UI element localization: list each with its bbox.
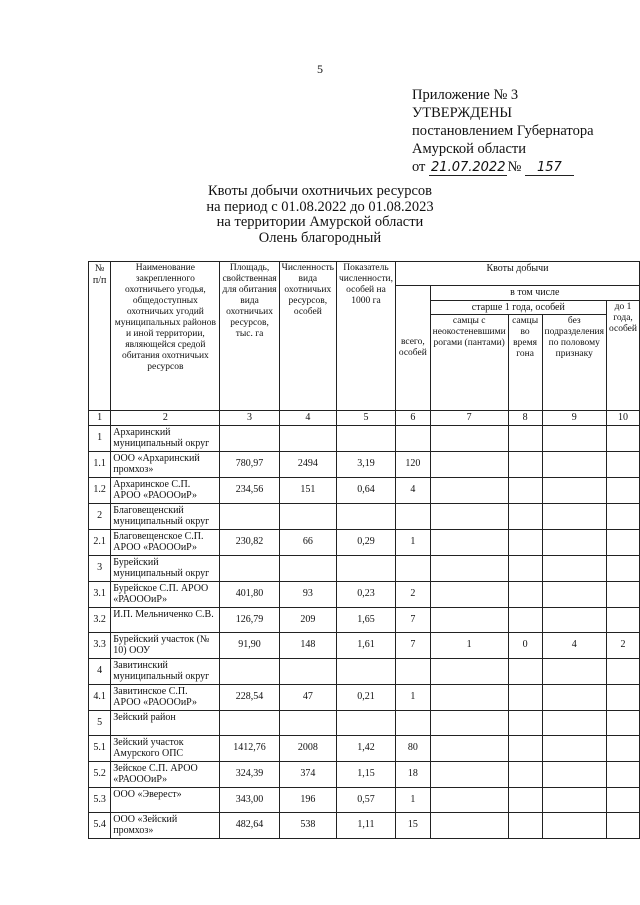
cell-name: Зейское С.П. АРОО «РАОООиР» (111, 761, 220, 787)
cell-count: 209 (279, 607, 336, 632)
cell-c10 (607, 555, 640, 581)
cell-n: 4.1 (89, 684, 111, 710)
cell-area (220, 658, 279, 684)
cell-c10 (607, 477, 640, 503)
cell-count: 47 (279, 684, 336, 710)
cell-n: 4 (89, 658, 111, 684)
title-line-2: на период с 01.08.2022 до 01.08.2023 (206, 198, 434, 215)
cell-c9 (542, 812, 606, 838)
cell-c8 (508, 425, 542, 451)
cell-c10 (607, 787, 640, 812)
cell-count: 196 (279, 787, 336, 812)
cell-total: 80 (395, 735, 430, 761)
region-label: Амурской области (412, 141, 526, 157)
header-under1: до 1 года, особей (607, 300, 640, 411)
approved-label: УТВЕРЖДЕНЫ (412, 105, 513, 121)
column-number: 7 (430, 411, 508, 426)
cell-c7 (430, 555, 508, 581)
table-row (89, 477, 640, 503)
quota-table (88, 261, 640, 839)
cell-total: 7 (395, 632, 430, 658)
cell-c10 (607, 581, 640, 607)
cell-c7 (430, 735, 508, 761)
column-number: 6 (395, 411, 430, 426)
cell-c9 (542, 735, 606, 761)
cell-dens: 0,64 (336, 477, 395, 503)
cell-c7 (430, 581, 508, 607)
table-row (89, 787, 640, 812)
header-count: Численность вида охотничьих ресурсов, особей (279, 262, 336, 411)
cell-c10 (607, 607, 640, 632)
cell-c10 (607, 529, 640, 555)
cell-count (279, 555, 336, 581)
cell-count: 374 (279, 761, 336, 787)
cell-c8 (508, 787, 542, 812)
cell-area (220, 710, 279, 735)
cell-n: 5.3 (89, 787, 111, 812)
cell-area: 780,97 (220, 451, 279, 477)
cell-area: 343,00 (220, 787, 279, 812)
cell-c10: 2 (607, 632, 640, 658)
cell-dens: 1,61 (336, 632, 395, 658)
cell-c10 (607, 503, 640, 529)
table-row (89, 529, 640, 555)
cell-dens: 1,42 (336, 735, 395, 761)
cell-c7: 1 (430, 632, 508, 658)
cell-total: 1 (395, 787, 430, 812)
table-row (89, 581, 640, 607)
cell-area (220, 503, 279, 529)
date-prefix: от (412, 159, 426, 175)
table-row (89, 812, 640, 838)
cell-area: 324,39 (220, 761, 279, 787)
cell-n: 3.1 (89, 581, 111, 607)
cell-name: Благовещенское С.П. АРОО «РАОООиР» (111, 529, 220, 555)
cell-c10 (607, 451, 640, 477)
cell-n: 1.1 (89, 451, 111, 477)
cell-name: Благовещенский муниципальный округ (111, 503, 220, 529)
cell-count: 538 (279, 812, 336, 838)
cell-c9 (542, 503, 606, 529)
cell-c8 (508, 529, 542, 555)
cell-name: Бурейское С.П. АРОО «РАОООиР» (111, 581, 220, 607)
cell-count (279, 658, 336, 684)
header-nosex: без подразделения по половому признаку (542, 315, 606, 411)
table-row (89, 555, 640, 581)
title-line-3: на территории Амурской области (216, 214, 424, 230)
cell-count (279, 503, 336, 529)
cell-count: 2008 (279, 735, 336, 761)
table-row (89, 658, 640, 684)
decree-date: 21.07.2022 (431, 160, 506, 175)
header-males-rut: самцы во время гона (508, 315, 542, 411)
column-number: 5 (336, 411, 395, 426)
cell-name: Зейский участок Амурского ОПС (111, 735, 220, 761)
cell-n: 3.2 (89, 607, 111, 632)
cell-n: 1.2 (89, 477, 111, 503)
cell-total (395, 710, 430, 735)
cell-c9 (542, 607, 606, 632)
cell-name: Бурейский участок (№ 10) ООУ (111, 632, 220, 658)
cell-dens: 1,65 (336, 607, 395, 632)
cell-area: 230,82 (220, 529, 279, 555)
cell-dens (336, 555, 395, 581)
cell-count: 2494 (279, 451, 336, 477)
cell-c8 (508, 555, 542, 581)
header-including: в том числе (430, 286, 639, 301)
header-name: Наименование закрепленного охотничьего угодья, общедоступных охотничьих угодий муниципальных районов и иной территории, являющейся средой обитания охотничьих ресурсов (111, 262, 220, 411)
cell-c9 (542, 451, 606, 477)
cell-count: 151 (279, 477, 336, 503)
cell-area: 228,54 (220, 684, 279, 710)
header-area: Площадь, свойственная для обитания вида охотничьих ресурсов, тыс. га (220, 262, 279, 411)
cell-dens: 0,57 (336, 787, 395, 812)
cell-c7 (430, 607, 508, 632)
header-males-nonossified: самцы с неокостеневшими рогами (пантами) (430, 315, 508, 411)
table-row (89, 684, 640, 710)
cell-c10 (607, 658, 640, 684)
cell-area (220, 425, 279, 451)
approval-block (412, 86, 594, 177)
cell-c7 (430, 812, 508, 838)
page-number: 5 (317, 62, 323, 76)
cell-total: 1 (395, 529, 430, 555)
cell-c8 (508, 477, 542, 503)
cell-dens (336, 710, 395, 735)
cell-total (395, 503, 430, 529)
cell-c7 (430, 503, 508, 529)
cell-n: 5.4 (89, 812, 111, 838)
decree-date-line (412, 158, 594, 177)
cell-c10 (607, 684, 640, 710)
cell-name: Зейский район (111, 710, 220, 735)
cell-c9 (542, 529, 606, 555)
cell-c8 (508, 658, 542, 684)
cell-name: ООО «Зейский промхоз» (111, 812, 220, 838)
cell-dens (336, 425, 395, 451)
cell-c8 (508, 684, 542, 710)
column-number: 1 (89, 411, 111, 426)
column-number: 4 (279, 411, 336, 426)
cell-name: Архаринское С.П. АРОО «РАОООиР» (111, 477, 220, 503)
cell-area: 401,80 (220, 581, 279, 607)
cell-total: 7 (395, 607, 430, 632)
cell-c10 (607, 425, 640, 451)
column-number: 3 (220, 411, 279, 426)
table-row (89, 710, 640, 735)
table-row (89, 761, 640, 787)
cell-total: 15 (395, 812, 430, 838)
cell-n: 3.3 (89, 632, 111, 658)
cell-c9 (542, 658, 606, 684)
appendix-label: Приложение № 3 (412, 87, 519, 103)
table-row (89, 735, 640, 761)
cell-c8 (508, 581, 542, 607)
cell-c8 (508, 451, 542, 477)
cell-n: 5 (89, 710, 111, 735)
column-numbers-row (89, 411, 640, 426)
cell-area (220, 555, 279, 581)
cell-c8 (508, 503, 542, 529)
cell-c8 (508, 812, 542, 838)
cell-total: 4 (395, 477, 430, 503)
cell-name: ООО «Эверест» (111, 787, 220, 812)
cell-name: Бурейский муниципальный округ (111, 555, 220, 581)
cell-area: 126,79 (220, 607, 279, 632)
title-line-4: Олень благородный (258, 229, 382, 246)
header-density: Показатель численности, особей на 1000 га (336, 262, 395, 411)
column-number: 9 (542, 411, 606, 426)
cell-n: 2.1 (89, 529, 111, 555)
cell-dens (336, 658, 395, 684)
cell-total (395, 555, 430, 581)
cell-n: 5.1 (89, 735, 111, 761)
cell-c9 (542, 581, 606, 607)
table-row (89, 451, 640, 477)
column-number: 10 (607, 411, 640, 426)
cell-c10 (607, 735, 640, 761)
cell-name: Завитинское С.П. АРОО «РАОООиР» (111, 684, 220, 710)
cell-c7 (430, 477, 508, 503)
title-line-1: Квоты добычи охотничьих ресурсов (208, 183, 432, 199)
cell-c7 (430, 710, 508, 735)
number-prefix: № (507, 159, 522, 175)
cell-dens: 0,29 (336, 529, 395, 555)
cell-count (279, 425, 336, 451)
cell-n: 3 (89, 555, 111, 581)
cell-dens: 0,23 (336, 581, 395, 607)
cell-c7 (430, 451, 508, 477)
cell-c8 (508, 735, 542, 761)
cell-c9 (542, 477, 606, 503)
cell-c8 (508, 710, 542, 735)
cell-n: 1 (89, 425, 111, 451)
cell-c8: 0 (508, 632, 542, 658)
cell-c7 (430, 658, 508, 684)
cell-total: 2 (395, 581, 430, 607)
decree-label: постановлением Губернатора (412, 123, 594, 139)
document-title (0, 184, 640, 246)
cell-total (395, 658, 430, 684)
cell-n: 5.2 (89, 761, 111, 787)
column-number: 2 (111, 411, 220, 426)
cell-c9 (542, 684, 606, 710)
cell-name: И.П. Мельниченко С.В. (111, 607, 220, 632)
cell-name: Завитинский муниципальный округ (111, 658, 220, 684)
table-row (89, 632, 640, 658)
cell-c8 (508, 761, 542, 787)
cell-c9 (542, 761, 606, 787)
cell-dens: 3,19 (336, 451, 395, 477)
header-older: старше 1 года, особей (430, 300, 606, 315)
cell-count: 66 (279, 529, 336, 555)
table-row (89, 503, 640, 529)
cell-area: 1412,76 (220, 735, 279, 761)
table-row (89, 607, 640, 632)
cell-dens (336, 503, 395, 529)
cell-area: 482,64 (220, 812, 279, 838)
cell-total: 1 (395, 684, 430, 710)
cell-count: 148 (279, 632, 336, 658)
cell-c8 (508, 607, 542, 632)
cell-c9 (542, 555, 606, 581)
cell-n: 2 (89, 503, 111, 529)
cell-c9 (542, 787, 606, 812)
cell-c7 (430, 787, 508, 812)
cell-c10 (607, 710, 640, 735)
cell-c7 (430, 761, 508, 787)
cell-c7 (430, 529, 508, 555)
cell-c9 (542, 425, 606, 451)
cell-area: 234,56 (220, 477, 279, 503)
cell-dens: 1,15 (336, 761, 395, 787)
header-total: всего, особей (395, 286, 430, 411)
cell-c7 (430, 684, 508, 710)
table-row (89, 425, 640, 451)
cell-count (279, 710, 336, 735)
header-num: № п/п (89, 262, 111, 411)
header-quota: Квоты добычи (395, 262, 639, 286)
cell-c7 (430, 425, 508, 451)
cell-total: 18 (395, 761, 430, 787)
cell-c9 (542, 710, 606, 735)
table-body (89, 425, 640, 838)
cell-area: 91,90 (220, 632, 279, 658)
decree-number: 157 (525, 160, 574, 176)
cell-dens: 0,21 (336, 684, 395, 710)
cell-name: ООО «Архаринский промхоз» (111, 451, 220, 477)
cell-c10 (607, 812, 640, 838)
column-number: 8 (508, 411, 542, 426)
cell-name: Архаринский муниципальный округ (111, 425, 220, 451)
cell-total: 120 (395, 451, 430, 477)
cell-total (395, 425, 430, 451)
cell-c10 (607, 761, 640, 787)
cell-dens: 1,11 (336, 812, 395, 838)
cell-count: 93 (279, 581, 336, 607)
cell-c9: 4 (542, 632, 606, 658)
